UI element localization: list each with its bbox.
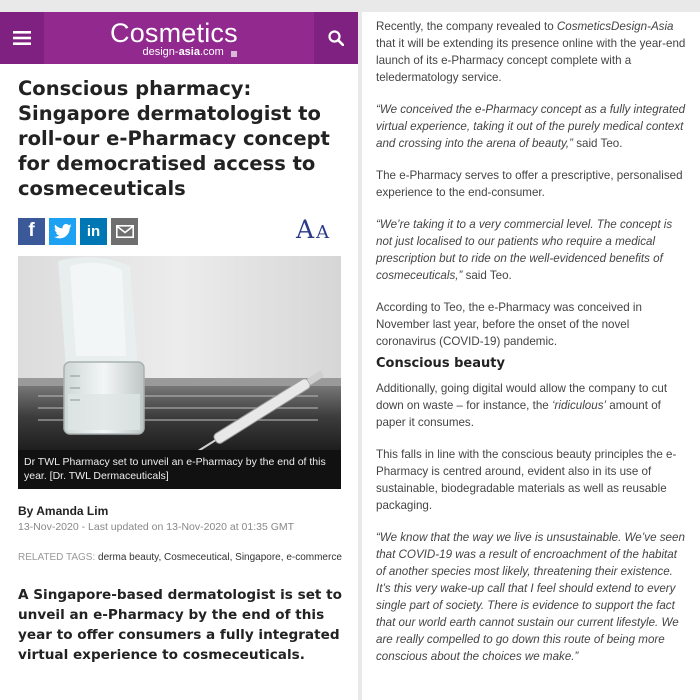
site-logo[interactable]	[110, 19, 238, 58]
related-tags: RELATED TAGS: derma beauty, Cosmeceutical, Singapore, e-commerce	[18, 552, 342, 563]
share-bar	[18, 217, 358, 245]
linkedin-share-button[interactable]	[80, 218, 107, 245]
body-paragraph: Recently, the company revealed to CosmeticsDesign-Asia that it will be extending its presence online with the year-end launch of its e-Pharmacy concept complete with a teledermatology service.	[376, 20, 686, 84]
facebook-icon: f	[28, 220, 35, 241]
section-subheading: Conscious beauty	[376, 356, 505, 371]
twitter-share-button[interactable]	[49, 218, 76, 245]
image-caption: Dr TWL Pharmacy set to unveil an e-Pharmacy by the end of this year. [Dr. TWL Dermaceuticals]	[18, 450, 341, 489]
publish-date: 13-Nov-2020 - Last updated on 13-Nov-2020 at 01:35 GMT	[18, 521, 295, 533]
article-headline: Conscious pharmacy: Singapore dermatologist to roll-our e-Pharmacy concept for democratised access to cosmeceuticals	[18, 77, 330, 200]
article-image	[18, 256, 341, 489]
body-paragraph: “We conceived the e-Pharmacy concept as a fully integrated virtual experience, taking it out of the purely medical context and crossing into the arena of beauty,” said Teo.	[376, 103, 686, 150]
facebook-share-button[interactable]	[18, 218, 45, 245]
increase-font-button[interactable]: A	[296, 215, 315, 244]
body-paragraph: This falls in line with the conscious beauty principles the e-Pharmacy is centred around, evident also in its use of sustainable, biodegradable materials as well as reusable packaging.	[376, 448, 677, 512]
body-paragraph: “We’re taking it to a very commercial level. The concept is not just localised to our patients who require a medical prescription but to ride on the well-evidenced benefits of cosmeceuticals,” said Teo.	[376, 218, 673, 282]
body-paragraph: The e-Pharmacy serves to offer a prescriptive, personalised experience to the end-consumer.	[376, 169, 683, 199]
site-header	[0, 12, 358, 64]
body-paragraph: According to Teo, the e-Pharmacy was conceived in November last year, before the onset of the novel coronavirus (COVID-19) pandemic.	[376, 301, 642, 348]
search-button[interactable]	[314, 12, 358, 64]
article-panel-right	[362, 12, 700, 700]
author-byline[interactable]: By Amanda Lim	[18, 504, 109, 518]
menu-button[interactable]	[0, 12, 44, 64]
twitter-icon	[54, 224, 72, 239]
logo-main-text: Cosmetics	[110, 18, 238, 48]
linkedin-icon: in	[86, 222, 101, 240]
logo-sub-text: design-asia.com	[110, 46, 238, 58]
related-tags-label: RELATED TAGS:	[18, 552, 99, 563]
body-paragraph: Additionally, going digital would allow the company to cut down on waste – for instance, the ‘ridiculous’ amount of paper it consumes.	[376, 382, 668, 429]
body-quote: “We know that the way we live is unsustainable. We’ve seen that COVID-19 was a result of encroachment of the habitat of another species most likely, threatening their existence. It’s this very wake-up call that I feel should extend to every single part of society. There is evidence to support the fact that our world earth cannot sustain our current lifestyle. We are really compelled to go down this route of being more conscious about the choices we make.”	[376, 531, 685, 663]
hamburger-icon	[13, 31, 31, 45]
tag-link[interactable]: Singapore	[235, 552, 281, 563]
article-panel-left	[0, 12, 358, 700]
decrease-font-button[interactable]: A	[316, 222, 330, 243]
tag-link[interactable]: e-commerce	[286, 552, 342, 563]
tag-link[interactable]: derma beauty	[98, 552, 159, 563]
envelope-icon	[116, 225, 134, 238]
search-icon	[328, 30, 344, 46]
article-lead: A Singapore-based dermatologist is set to unveil an e-Pharmacy by the end of this year to offer consumers a fully integrated virtual experience to cosmeceuticals.	[18, 587, 342, 663]
email-share-button[interactable]	[111, 218, 138, 245]
font-size-toggle[interactable]	[296, 215, 329, 244]
tag-link[interactable]: Cosmeceutical	[164, 552, 230, 563]
